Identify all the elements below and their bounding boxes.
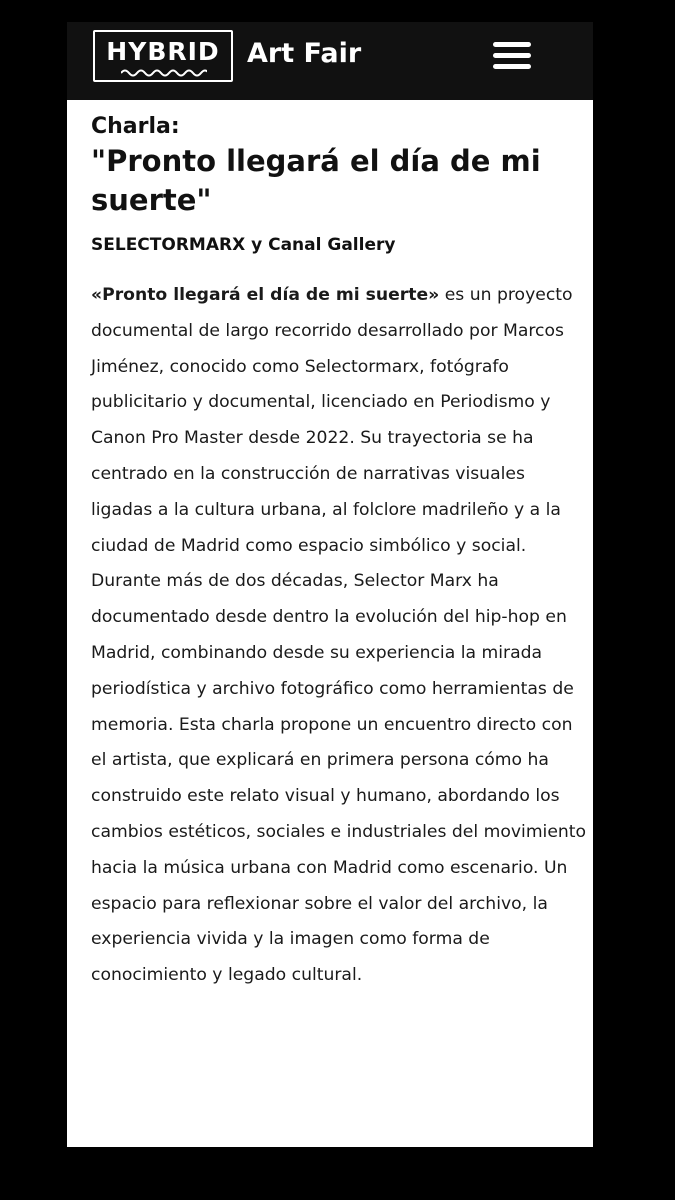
event-content	[91, 112, 587, 994]
event-description-body: es un proyecto documental de largo recorrido desarrollado por Marcos Jiménez, conocido como Selectormarx, fotógrafo publicitario y documental, licenciado en Periodismo y Canon Pro Master desde 2022. Su trayectoria se ha centrado en la construcción de narrativas visuales ligadas a la cultura urbana, al folclore madrileño y a la ciudad de Madrid como espacio simbólico y social. Durante más de dos décadas, Selector Marx ha documentado desde dentro la evolución del hip-hop en Madrid, combinando desde su experiencia la mirada periodística y archivo fotográfico como herramientas de memoria. Esta charla propone un encuentro directo con el artista, que explicará en primera persona cómo ha construido este relato visual y humano, abordando los cambios estéticos, sociales e industriales del movimiento hacia la música urbana con Madrid como escenario. Un espacio para reflexionar sobre el valor del archivo, la experiencia vivida y la imagen como forma de conocimiento y legado cultural.	[91, 285, 587, 986]
menu-bar-middle	[493, 53, 531, 58]
logo-wordmark: HYBRID	[106, 37, 220, 66]
menu-bar-bottom	[493, 64, 531, 69]
event-kind-label: Charla:	[91, 114, 180, 139]
site-header	[67, 22, 593, 100]
screenshot-frame	[67, 22, 593, 1147]
event-title: "Pronto llegará el día de mi suerte"	[91, 144, 541, 217]
site-title[interactable]: Art Fair	[247, 38, 362, 69]
logo-wave-icon	[121, 68, 207, 78]
hybrid-logo[interactable]	[93, 30, 233, 82]
event-description-lead: «Pronto llegará el día de mi suerte»	[91, 285, 440, 305]
menu-bar-top	[493, 42, 531, 47]
hamburger-menu-icon[interactable]	[487, 36, 537, 76]
event-description	[91, 278, 587, 994]
event-authors: SELECTORMARX y Canal Gallery	[91, 235, 396, 255]
